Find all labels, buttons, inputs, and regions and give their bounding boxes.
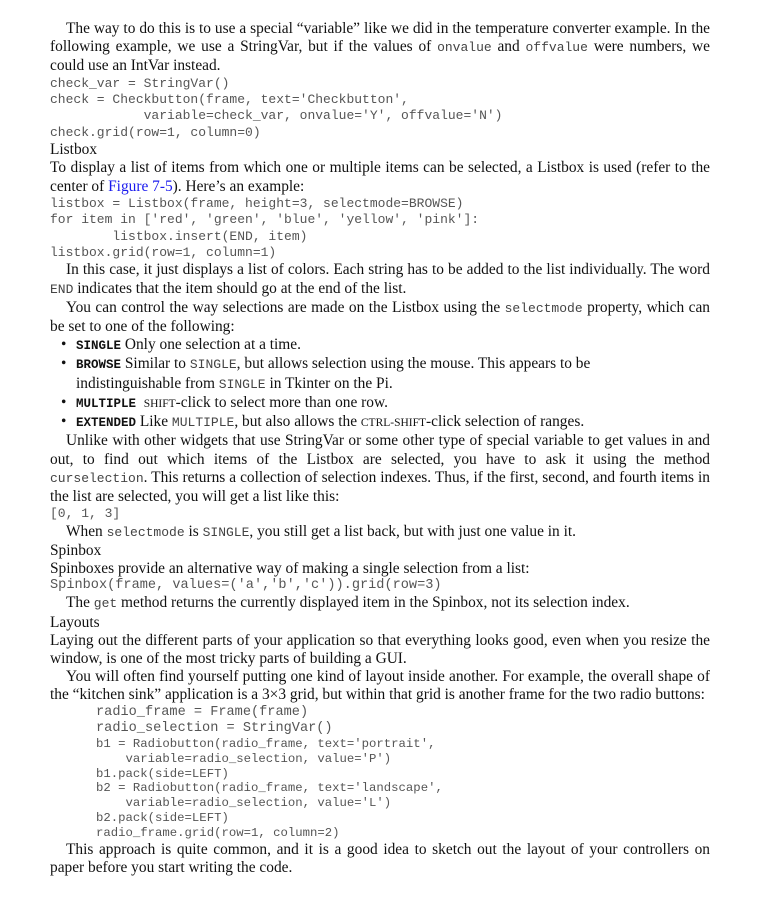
inline-code: END: [50, 281, 74, 297]
list-item-browse: • BROWSE Similar to SINGLE, but allows selection using the mouse. This appears to be indistinguishable from SINGLE in Tkinter on the Pi.: [61, 355, 591, 392]
inline-code: curselection: [50, 470, 144, 486]
inline-code: onvalue: [437, 40, 492, 56]
figure-link[interactable]: Figure 7-5: [108, 177, 173, 195]
paragraph-selectmode: You can control the way selections are made on the Listbox using the selectmode property, which can be set to one of the following:: [50, 298, 711, 336]
code-block-checkbutton: check_var = StringVar() check = Checkbutton(frame, text='Checkbutton', variable=check_var, onvalue='Y', offvalue='N') check.grid(row=1, column=0): [50, 75, 503, 140]
code-block-radiobuttons: b1 = Radiobutton(radio_frame, text='portrait', variable=radio_selection, value='P') b1.pack(side=LEFT) b2 = Radiobutton(radio_frame, text='landscape', variable=radio_selection, value='L') b2.pack(side=LEFT) radio_frame.grid(row=1, column=2): [96, 736, 443, 840]
inline-code: SINGLE: [202, 524, 250, 540]
code-block-selection-result: [0, 1, 3]: [50, 506, 121, 522]
paragraph-stringvar-intro: The way to do this is to use a special “variable” like we did in the temperature converter example. In the following example, we use a StringVar, but if the values of onvalue and offvalue were numbers, we could use an IntVar instead.: [50, 20, 710, 75]
code-block-radio-frame: radio_frame = Frame(frame) radio_selection = StringVar(): [96, 704, 333, 736]
section-heading-layouts: Layouts: [50, 613, 100, 631]
paragraph-spinbox-get: The get method returns the currently displayed item in the Spinbox, not its selection index.: [66, 594, 630, 612]
code-block-listbox: listbox = Listbox(frame, height=3, selectmode=BROWSE) for item in ['red', 'green', 'blue', 'yellow', 'pink']: listbox.insert(END, item) listbox.grid(row=1, column=1): [50, 195, 480, 261]
paragraph-nested-layout: You will often find yourself putting one kind of layout inside another. For example, the overall shape of the “kitchen sink” application is a 3×3 grid, but within that grid is another frame for the two radio buttons:: [50, 668, 710, 704]
paragraph-listbox-colors: In this case, it just displays a list of colors. Each string has to be added to the list individually. The word END indicates that the item should go at the end of the list.: [50, 261, 710, 297]
list-item-extended: • EXTENDED Like MULTIPLE, but also allows the CTRL-SHIFT-click selection of ranges.: [61, 413, 585, 431]
document-page: [50, 20, 710, 877]
list-item-single: • SINGLE Only one selection at a time.: [61, 336, 301, 354]
inline-code: selectmode: [106, 524, 185, 540]
paragraph-single-mode: When selectmode is SINGLE, you still get a list back, but with just one value in it.: [66, 522, 576, 540]
code-block-spinbox: Spinbox(frame, values=('a','b','c')).grid(row=3): [50, 578, 442, 594]
paragraph-conclusion: This approach is quite common, and it is a good idea to sketch out the layout of your controllers on paper before you start writing the code.: [50, 840, 710, 876]
inline-code: selectmode: [504, 300, 583, 316]
selectmode-list: [50, 336, 710, 432]
paragraph-curselection: Unlike with other widgets that use StringVar or some other type of special variable to get values in and out, to find out which items of the Listbox are selected, you have to ask it using the method curselection. This returns a collection of selection indexes. Thus, if the first, second, and fourth items in the list are selected, you will get a list like this:: [50, 432, 710, 505]
inline-code: offvalue: [525, 40, 588, 56]
section-heading-listbox: Listbox: [50, 141, 98, 159]
inline-code: get: [93, 596, 118, 612]
list-item-multiple: • MULTIPLE SHIFT-click to select more than one row.: [61, 393, 388, 411]
paragraph-spinbox-intro: Spinboxes provide an alternative way of making a single selection from a list:: [50, 559, 530, 577]
section-heading-spinbox: Spinbox: [50, 541, 102, 559]
paragraph-layouts-intro: Laying out the different parts of your application so that everything looks good, even when you resize the window, is one of the most tricky parts of building a GUI.: [50, 631, 710, 667]
paragraph-listbox-intro: To display a list of items from which one or multiple items can be selected, a Listbox is used (refer to the center of Figure 7-5). Here’s an example:: [50, 159, 710, 195]
